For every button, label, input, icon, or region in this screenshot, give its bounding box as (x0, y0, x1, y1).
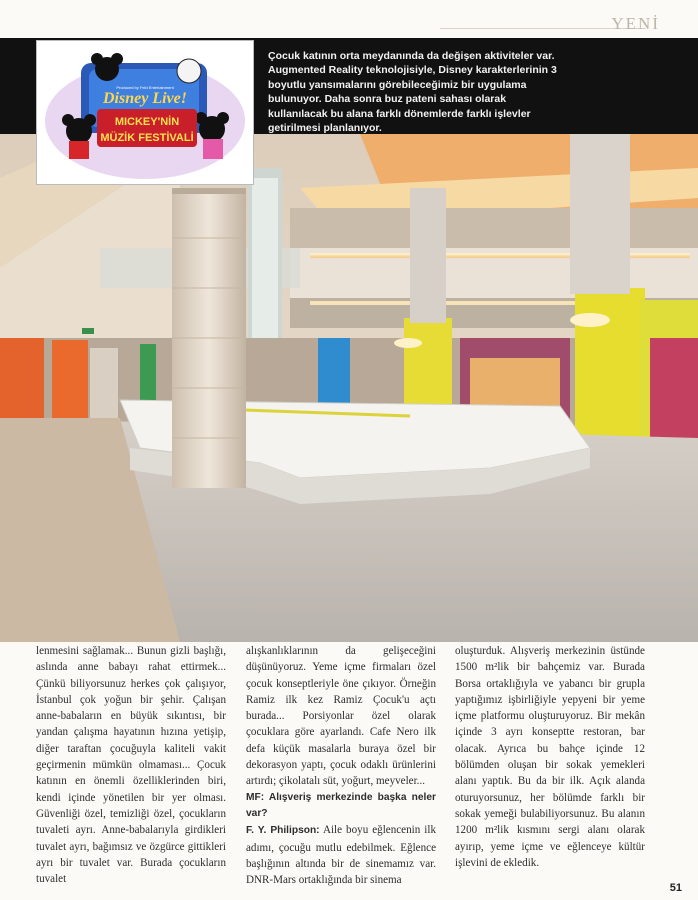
poster-logo: Disney Live! (103, 90, 187, 107)
poster-title-line2: MÜZİK FESTİVALİ (100, 132, 194, 144)
article-body (36, 643, 676, 887)
photo-caption: Çocuk katının orta meydanında da değişen aktiviteler var. Augmented Reality teknolojisiyle, Disney karakterlerinin 3 boyutlu yansımalarını görebileceğimiz bir uygulama bulunuyor. Daha sonra buz pateni sahası olarak kullanılacak bu alana farklı dönemlerde farklı işlevler getirilmesi planlanıyor. (268, 50, 557, 135)
interview-question: MF: Alışveriş merkezinde başka neler var? (246, 791, 436, 819)
column-2-text: alışkanlıklarının da gelişeceğini düşünüyoruz. Yeme içme firmaları özel çocuk konseptleriyle öne çıkıyor. Örneğin Ramiz ilk kez Ramiz Çocuk'u açtı burada... Porsiyonlar özel olarak çocuklara göre ayarlandı. Cafe Nero ilk defa küçük masalarla buraya özel bir dekorasyon yaptı, çocuk odaklı ürünlerini artırdı; çikolatalı süt, yoğurt, meyveler... (246, 645, 436, 788)
top-strip (0, 0, 698, 38)
article-column-2 (246, 643, 436, 888)
column-3-text: oluşturduk. Alışveriş merkezinin üstünde 1500 m²lik bir bahçemiz var. Burada Borsa ortaklığıyla ve yabancı bir grupla yaptığımız işbirliğiyle yepyeni bir yeme içme platformu oluşturuyoruz. Bir mekân içinde 3 ayrı konseptte restoran, bar olacak. Ayrıca bu bahçe içinde 12 bölümden oluşan bir sokak yemekleri alanı yaptık. Bu da bir ilk. Açık alanda oturuyorsunuz, her bölümde farklı bir sokak yemeği bulabiliyorsunuz. Bu alanın 1200 m²lik kısmını sergi alanı olarak ayırıp, yeme içme ve eğlenceye kültür işlevini de ekledik. (455, 645, 645, 869)
column-1-text: lenmesini sağlamak... Bunun gizli başlığı, aslında anne babayı rahat ettirmek... Çünkü biliyorsunuz herkes çok çalışıyor, İstanbul çok yoğun bir şehir. Çalışan anne-babaların en büyük sıkıntısı, bir yandan çalışma hayatının hızına yetişip, diğer taraftan çocuğuyla kaliteli vakit geçirmenin mümkün olmaması... Çocuk katının en önemli özelliklerinden biri, kendi içinde yönetilen bir yer olması. Güvenliği özel, temizliği özel, çocukların tuvaleti ayrı. Anne-babalarıyla girdikleri tuvalet ayrı, bağımsız ve özgürce gittikleri ayrı bir tuvalet var. Burada çocukların tuvalet (36, 645, 226, 886)
interviewee-name: F. Y. Philipson: (246, 825, 320, 837)
poster-title-line1: MICKEY'NİN (114, 116, 180, 128)
disney-live-poster (36, 40, 254, 185)
page-number: 51 (669, 882, 682, 894)
article-column-1 (36, 643, 226, 887)
column-2-answer: Aile boyu eğlencenin ilk adımı, çocuğu mutlu edebilmek. Eğlence başlığının altında bir de sinemamız var. DNR-Mars ortaklığında bir sinema (246, 824, 436, 887)
section-header: YENİ (611, 14, 660, 33)
poster-producer: Produced by Feld Entertainment (116, 85, 174, 90)
article-column-3 (455, 643, 645, 871)
